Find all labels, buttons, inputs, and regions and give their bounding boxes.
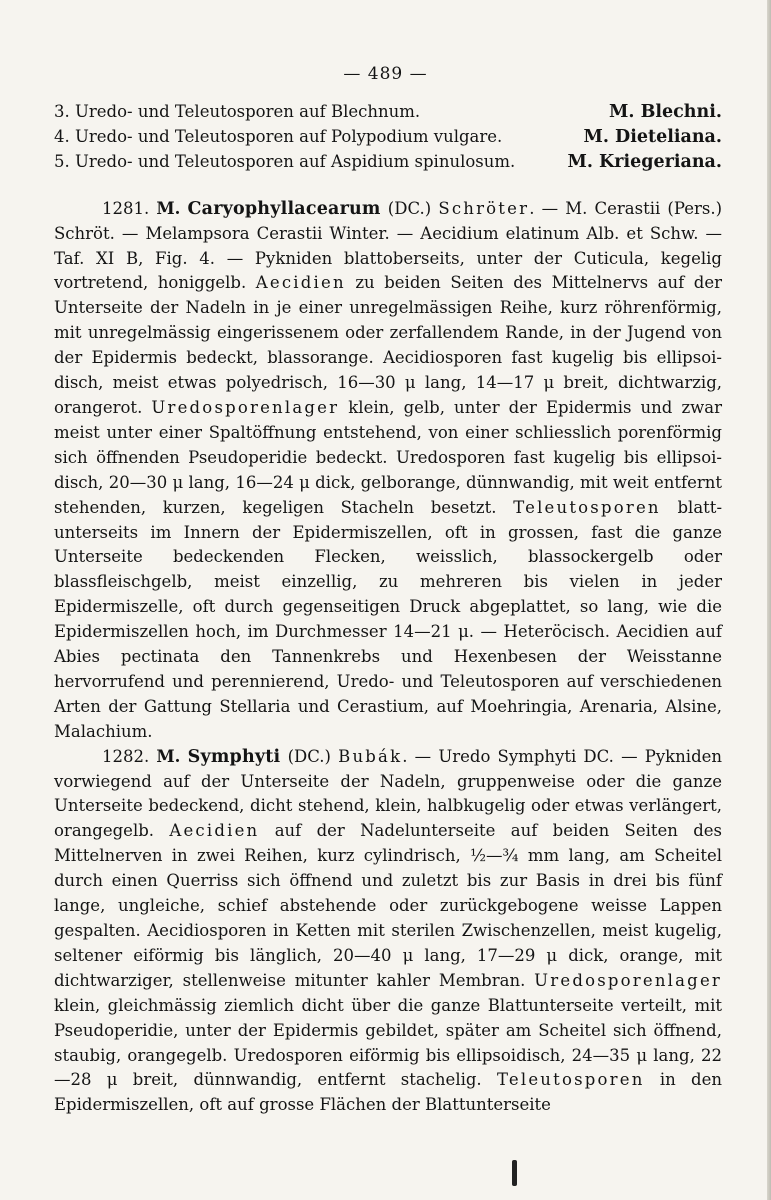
list-item-species: M. Kriegeriana. xyxy=(567,151,722,172)
entry-section-label: Teleutosporen xyxy=(496,1070,645,1090)
entry-text: klein, gleichmässig ziemlich dicht über die ganze Blattunterseite verteilt, mit Pseudoperidie, unter der Epidermis gebildet, später am Scheitel sich öffnend, staubig, orangegelb. Uredosporen eiförmig bis ellipsoidisch, 24—35 μ lang, 22—28 μ breit, dünnwandig, entfernt stachelig. xyxy=(54,995,722,1090)
list-item xyxy=(54,150,722,175)
list-item-species: M. Blechni. xyxy=(609,102,722,122)
entry-section-label: Uredosporenlager xyxy=(534,970,722,990)
entry-species-name: Symphyti xyxy=(187,746,281,767)
entry-genus: M. xyxy=(156,198,181,218)
entry-authors: (DC.) xyxy=(380,198,439,218)
entry-species-name: Caryophyllacearum xyxy=(187,198,381,219)
page-number: — 489 — xyxy=(343,64,428,84)
entry-author: Schröter xyxy=(438,198,530,218)
scan-edge xyxy=(767,0,771,1200)
entry-authors: (DC.) xyxy=(280,746,339,766)
entry-number: 1282. xyxy=(102,746,150,766)
entry-text: in den Epidermiszellen, oft auf grosse Flächen der Blattunterseite xyxy=(54,1070,722,1115)
entry-1282 xyxy=(54,745,722,1119)
entry-1281 xyxy=(54,197,722,745)
scan-artifact-mark xyxy=(512,1160,517,1186)
entry-text: blattunterseits im Innern der Epidermiszellen, oft in grossen, fast die ganze Unterseite bedeckenden Flecken, weisslich, blassockergelb oder blassfleischgelb, meist einzellig, zu mehreren bis vielen in jeder Epidermiszelle, oft durch gegenseitigen Druck abgeplattet, so lang, wie die Epidermiszellen hoch, im Durchmesser 14—21 μ. — Heteröcisch. Aecidien auf Abies pectinata den Tannenkrebs und Hexenbesen der Weisstanne hervorrufend und perennierend, Uredo- und Teleutosporen auf verschiedenen Arten der Gattung Stellaria und Cerastium, auf Moehringia, Arenaria, Alsine, Malachium. xyxy=(54,497,723,741)
list-item-text: 4. Uredo- und Teleutosporen auf Polypodium vulgare. xyxy=(54,126,503,146)
entry-section-label: Aecidien xyxy=(255,273,346,293)
list-item xyxy=(54,125,722,150)
page-body xyxy=(54,100,722,1118)
entry-text: zu beiden Seiten des Mittelnervs auf der Unterseite der Nadeln in je einer unregelmässigen Reihe, kurz röhrenförmig, mit unregelmässig eingerissenem oder zerfallendem Rande, in der Jugend von der Epidermis bedeckt, blassorange. Aecidiosporen fast kugelig bis ellipsoidisch, meist etwas polyedrisch, 16—30 μ lang, 14—17 μ breit, dichtwarzig, orangerot. xyxy=(54,273,722,417)
entry-genus: M. xyxy=(156,746,181,766)
entry-text: klein, gelb, unter der Epidermis und zwar meist unter einer Spaltöffnung entstehend, von einer schliesslich porenförmig sich öffnenden Pseudoperidie bedeckt. Uredosporen fast kugelig bis ellipsoidisch, 20—30 μ lang, 16—24 μ dick, gelborange, dünnwandig, mit weit entfernt stehenden, kurzen, kegeligen Stacheln besetzt. xyxy=(54,397,722,517)
entry-section-label: Aecidien xyxy=(169,821,260,841)
entry-section-label: Uredosporenlager xyxy=(151,397,340,417)
entry-text: auf der Nadelunterseite auf beiden Seiten des Mittelnerven in zwei Reihen, kurz cylindrisch, ½—¾ mm lang, am Scheitel durch einen Querriss sich öffnend und zuletzt bis zur Basis in drei bis fünf lange, ungleiche, schief abstehende oder zurückgebogene weisse Lappen gespalten. Aecidiosporen in Ketten mit sterilen Zwischenzellen, meist kugelig, seltener eiförmig bis länglich, 20—40 μ lang, 17—29 μ dick, orange, mit dichtwarziger, stellenweise mitunter kahler Membran. xyxy=(54,821,722,990)
list-item xyxy=(54,100,722,125)
entry-number: 1281. xyxy=(102,198,150,218)
entry-section-label: Teleutosporen xyxy=(513,497,661,517)
list-item-species: M. Dieteliana. xyxy=(583,126,722,147)
list-item-text: 5. Uredo- und Teleutosporen auf Aspidium spinulosum. xyxy=(54,151,516,171)
list-item-text: 3. Uredo- und Teleutosporen auf Blechnum. xyxy=(54,102,421,121)
entry-text: . — Uredo Symphyti DC. — Pykniden vorwiegend auf der Unterseite der Nadeln, gruppenweise oder die ganze Unterseite bedeckend, dicht stehend, klein, halbkugelig oder etwas verlängert, orangegelb. xyxy=(54,746,723,841)
entry-author: Bubák xyxy=(338,746,403,766)
entry-text: . — M. Cerastii (Pers.) Schröt. — Melampsora Cerastii Winter. — Aecidium elatinum Alb. et Schw. — Taf. XI B, Fig. 4. — Pykniden blattoberseits, unter der Cuticula, kegelig vortretend, honiggelb. xyxy=(54,198,723,293)
